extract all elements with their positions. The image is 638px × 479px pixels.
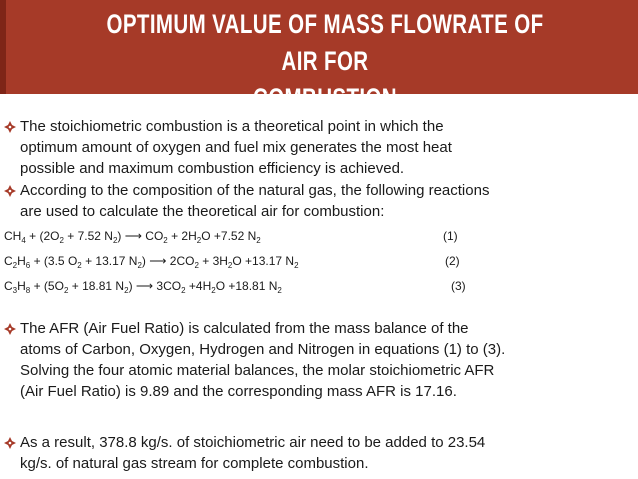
subscript: 2	[63, 286, 69, 295]
equation-number: (2)	[445, 254, 460, 268]
equation-text: ) ⟶ 2CO	[141, 254, 195, 268]
equation-text: + 18.81 N	[68, 279, 125, 293]
equation-text: + 3H	[198, 254, 228, 268]
bullet-text-line: kg/s. of natural gas stream for complete combustion.	[20, 455, 369, 472]
equation-text: H	[17, 279, 26, 293]
bullet-text-line: optimum amount of oxygen and fuel mix generates the most heat	[20, 139, 452, 156]
bullet-text-line: possible and maximum combustion efficiency is achieved.	[20, 160, 405, 177]
subscript: 6	[25, 261, 31, 270]
diamond-flower-icon	[4, 184, 16, 200]
equation-text: O +7.52 N	[201, 229, 257, 243]
subscript: 2	[59, 236, 64, 245]
equation-text: + 2H	[167, 229, 197, 243]
bullet-text-line: Solving the four atomic material balances, the molar stoichiometric AFR	[20, 362, 495, 379]
bullet-text-line: are used to calculate the theoretical air for combustion:	[20, 203, 385, 220]
equation-text: + 13.17 N	[81, 254, 138, 268]
subscript: 2	[196, 236, 202, 245]
subscript: 2	[12, 261, 18, 270]
equation-text: C	[4, 279, 13, 293]
bullet-text-line: According to the composition of the natural gas, the following reactions	[20, 182, 490, 199]
equation-text: CH	[4, 229, 22, 243]
equation-text: O +18.81 N	[215, 279, 278, 293]
slide-title-line-1: OPTIMUM VALUE OF MASS FLOWRATE OF AIR FOR	[106, 9, 544, 76]
bullet-text-line: As a result, 378.8 kg/s. of stoichiometric air need to be added to 23.54	[20, 434, 486, 451]
subscript: 2	[227, 261, 233, 270]
bullet-text-line: atoms of Carbon, Oxygen, Hydrogen and Nitrogen in equations (1) to (3).	[20, 341, 506, 358]
bullet-text-line: (Air Fuel Ratio) is 9.89 and the corresponding mass AFR is 17.16.	[20, 383, 457, 400]
diamond-flower-icon	[4, 436, 16, 452]
equation-text: O +13.17 N	[232, 254, 295, 268]
subscript: 2	[294, 261, 299, 270]
reaction-equation	[4, 229, 261, 245]
equation-text: ) ⟶ 3CO	[128, 279, 182, 293]
subscript: 2	[112, 236, 118, 245]
subscript: 2	[137, 261, 142, 270]
equation-number: (3)	[451, 279, 466, 293]
equation-text: C	[4, 254, 13, 268]
subscript: 2	[211, 286, 216, 295]
equation-text: H	[17, 254, 26, 268]
subscript: 2	[77, 261, 82, 270]
subscript: 2	[124, 286, 129, 295]
equation-text: +4H	[185, 279, 212, 293]
equation-number: (1)	[443, 229, 458, 243]
equation-text: + (3.5 O	[30, 254, 78, 268]
subscript: 2	[194, 261, 199, 270]
reaction-equation	[4, 254, 299, 270]
reaction-equation	[4, 279, 282, 295]
subscript: 4	[21, 236, 26, 245]
equation-text: + 7.52 N	[63, 229, 113, 243]
subscript: 2	[277, 286, 282, 295]
bullet-text-line: The AFR (Air Fuel Ratio) is calculated from the mass balance of the	[20, 320, 469, 337]
subscript: 8	[25, 286, 31, 295]
bullet-text-line: The stoichiometric combustion is a theoretical point in which the	[20, 118, 444, 135]
diamond-flower-icon	[4, 120, 16, 136]
equation-text: ) ⟶ CO	[117, 229, 164, 243]
equation-text: + (2O	[25, 229, 60, 243]
subscript: 2	[181, 286, 186, 295]
subscript: 2	[256, 236, 261, 245]
subscript: 3	[12, 286, 18, 295]
diamond-flower-icon	[4, 322, 16, 338]
subscript: 2	[163, 236, 168, 245]
equation-text: + (5O	[30, 279, 64, 293]
slide-title-line-2: COMBUSTION	[252, 83, 398, 113]
